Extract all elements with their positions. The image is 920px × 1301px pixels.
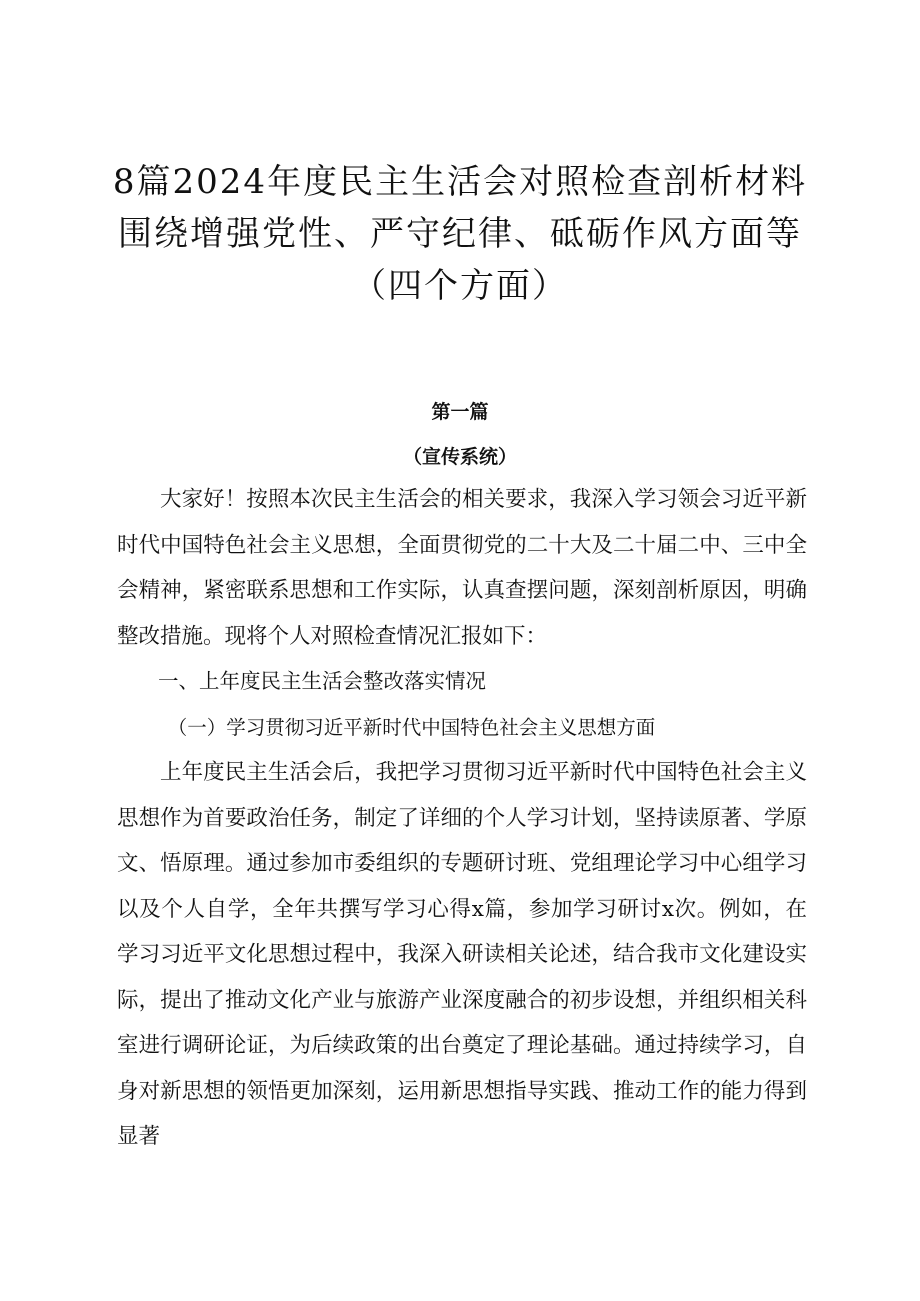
- section-heading: 一、上年度民主生活会整改落实情况: [158, 669, 486, 693]
- subsection-heading: （一）学习贯彻习近平新时代中国特色社会主义思想方面: [167, 715, 656, 739]
- intro-paragraph: 大家好！按照本次民主生活会的相关要求，我深入学习领会习近平新时代中国特色社会主义思想，全面贯彻党的二十大及二十届二中、三中全会精神，紧密联系思想和工作实际，认真查摆问题，深刻剖析原因，明确整改措施。现将个人对照检查情况汇报如下：: [117, 487, 807, 649]
- document-body: [117, 477, 807, 1160]
- title-line-2: 围绕增强党性、严守纪律、砥砺作风方面等: [118, 214, 802, 254]
- title-line-3: （四个方面）: [352, 266, 568, 306]
- body-paragraph: 上年度民主生活会后，我把学习贯彻习近平新时代中国特色社会主义思想作为首要政治任务，制定了详细的个人学习计划，坚持读原著、学原文、悟原理。通过参加市委组织的专题研讨班、党组理论学习中心组学习以及个人自学，全年共撰写学习心得x篇，参加学习研讨x次。例如，在学习习近平文化思想过程中，我深入研读相关论述，结合我市文化建设实际，提出了推动文化产业与旅游产业深度融合的初步设想，并组织相关科室进行调研论证，为后续政策的出台奠定了理论基础。通过持续学习，自身对新思想的领悟更加深刻，运用新思想指导实践、推动工作的能力得到显著: [117, 760, 807, 1149]
- document-title: [0, 156, 920, 312]
- chapter-subtitle: （宣传系统）: [402, 446, 517, 468]
- title-line-1: 8篇2024年度民主生活会对照检查剖析材料: [112, 162, 808, 202]
- chapter-title: 第一篇: [431, 401, 489, 423]
